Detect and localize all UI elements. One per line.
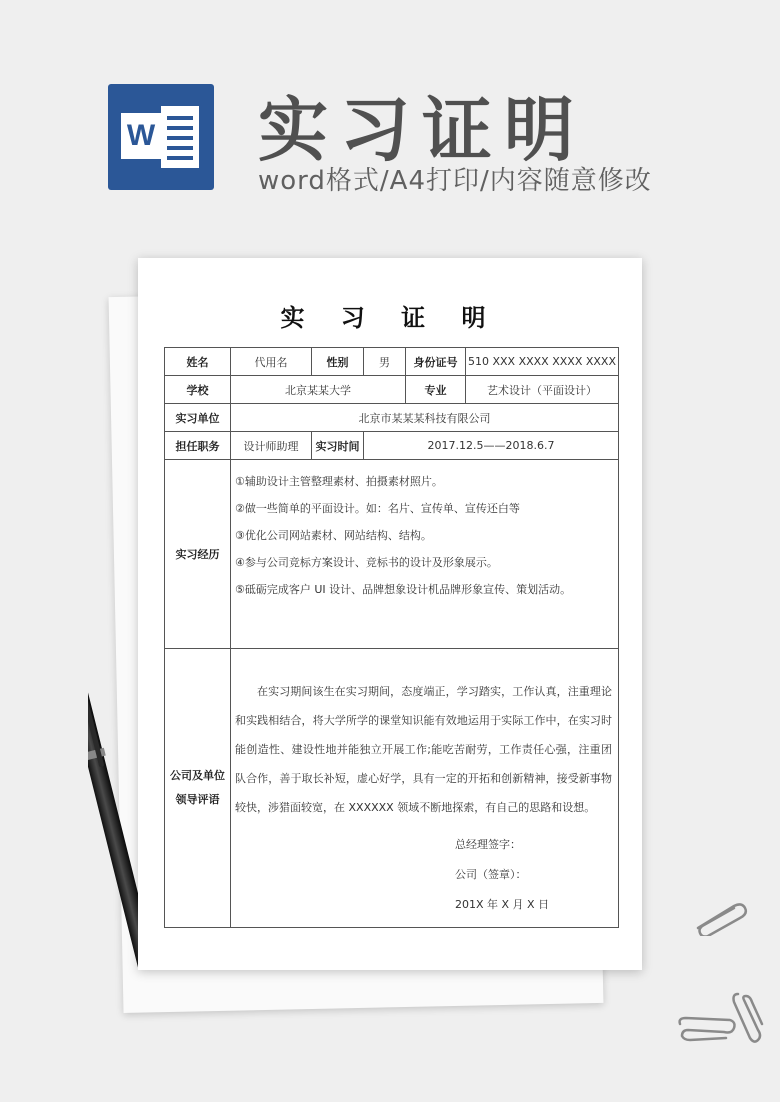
table-row [165,432,619,460]
document-title: 实 习 证 明 [280,303,500,332]
position-label: 担任职务 [165,432,231,460]
internship-unit-label: 实习单位 [165,404,231,432]
evaluation-label [165,649,231,928]
name-label: 姓名 [165,348,231,376]
internship-unit-value: 北京市某某某科技有限公司 [231,404,619,432]
major-label: 专业 [406,376,466,404]
gender-value: 男 [364,348,406,376]
list-item: ②做一些简单的平面设计。如：名片、宣传单、宣传还白等 [235,502,520,515]
table-row [165,376,619,404]
table-row [165,348,619,376]
pen-icon [88,640,138,1020]
major-value: 艺术设计（平面设计） [466,376,619,404]
id-number-label: 身份证号 [406,348,466,376]
banner-subtitle: word格式/A4打印/内容随意修改 [258,166,652,196]
gender-label: 性别 [312,348,364,376]
paper-clip-icon [690,898,750,936]
evaluation-label-line1: 公司及单位 [170,769,225,782]
table-row [165,460,619,649]
school-value: 北京某某大学 [231,376,406,404]
period-label: 实习时间 [312,432,364,460]
table-row [165,404,619,432]
manager-signature-line: 总经理签字： [455,838,521,851]
evaluation-content [231,649,619,928]
position-value: 设计师助理 [231,432,312,460]
word-letter: W [121,113,161,159]
internship-form-table [164,347,619,928]
table-row [165,649,619,928]
paper-clip-icon [676,1016,738,1042]
school-label: 学校 [165,376,231,404]
evaluation-label-line2: 领导评语 [175,793,220,806]
company-seal-line: 公司（签章）： [455,868,527,881]
signature-block [455,830,612,920]
experience-label: 实习经历 [165,460,231,649]
list-item: ③优化公司网站素材、网站结构、结构。 [235,529,432,542]
experience-list [231,460,619,649]
document-lines-icon [161,106,199,168]
list-item: ①辅助设计主管整理素材、拍摄素材照片。 [235,475,443,488]
list-item: ④参与公司竞标方案设计、竞标书的设计及形象展示。 [235,556,498,569]
evaluation-text: 在实习期间该生在实习期间，态度端正，学习踏实，工作认真，注重理论和实践相结合，将大学所学的课堂知识能有效地运用于实际工作中，在实习时能创造性、建设性地并能独立开展工作;能吃苦耐劳，工作责任心强，注重团队合作，善于取长补短，虚心好学，具有一定的开拓和创新精神，接受新事物较快，涉猎面较宽，在 XXXXXX 领域不断地探索，有自己的思路和设想。 [235,685,612,814]
name-value: 代用名 [231,348,312,376]
word-logo-icon [108,84,214,190]
list-item: ⑤砥砺完成客户 UI 设计、品牌想象设计机品牌形象宣传、策划活动。 [235,583,572,596]
id-number-value: 510 XXX XXXX XXXX XXXX [466,348,619,376]
banner-title: 实习证明 [258,89,586,171]
document-sheet [138,258,642,970]
period-value: 2017.12.5——2018.6.7 [364,432,619,460]
date-line: 201X 年 X 月 X 日 [455,898,550,911]
